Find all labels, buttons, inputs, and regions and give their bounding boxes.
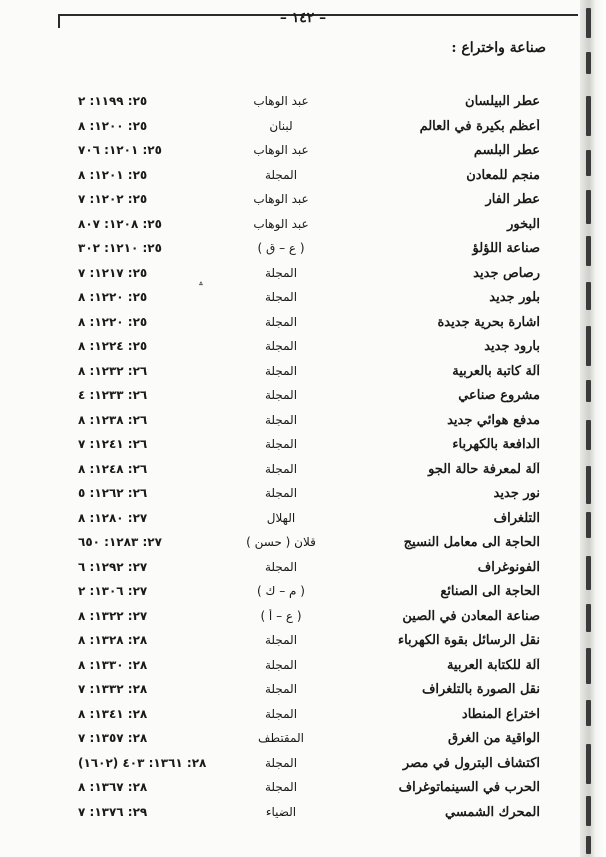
list-item (0, 707, 606, 732)
entry-reference: ٢٦: ١٢٣٨: ٨ (78, 412, 148, 427)
entry-title: الفونوغراف (477, 559, 540, 575)
entry-title: عطر البيلسان (465, 94, 540, 109)
entry-source: المجلة (264, 339, 298, 353)
entry-title: مدفع هوائي جديد (447, 412, 540, 428)
entries-list (0, 94, 606, 829)
list-item (0, 805, 606, 830)
entry-source: المجلة (264, 388, 298, 402)
entry-reference: ٢٥: ١٢١٠: ٣٠٢ (78, 241, 162, 255)
edge-mark (586, 648, 591, 684)
entry-source: المجلة (264, 657, 298, 672)
entry-reference: ٢٧: ١٢٨٣: ٦٥٠ (78, 535, 162, 549)
entry-reference: ٢٨: ١٣٤١: ٨ (78, 706, 148, 721)
entry-title: الحاجة الى الصنائع (440, 584, 540, 599)
list-item (0, 315, 606, 340)
entry-title: عطر الفار (485, 192, 540, 207)
edge-mark (586, 512, 591, 538)
entry-reference: ٢٦: ١٢٦٢: ٥ (78, 486, 148, 500)
entry-title: آلة كاتبة بالعربية (452, 363, 540, 379)
list-item (0, 119, 606, 144)
edge-mark (586, 190, 591, 224)
entry-source: المجلة (264, 167, 298, 182)
entry-title: اشارة بحرية جديدة (437, 314, 540, 330)
entry-title: نقل الرسائل بقوة الكهرباء (397, 633, 540, 648)
entry-source: الضياء (265, 804, 297, 819)
list-item (0, 192, 606, 217)
entry-title: بلور جديد (489, 290, 540, 305)
entry-source: المجلة (264, 755, 298, 770)
entry-title: نقل الصورة بالتلغراف (421, 682, 540, 697)
stray-mark: ؞ (198, 282, 204, 293)
entry-source: المجلة (264, 412, 298, 427)
list-item (0, 241, 606, 266)
entry-title: الحاجة الى معامل النسيج (403, 535, 540, 550)
entry-source: المجلة (264, 682, 298, 696)
entry-reference: ٢٨: ١٣٥٧: ٧ (78, 731, 148, 745)
entry-title: الدافعة بالكهرباء (452, 437, 540, 452)
entry-source: المجلة (264, 780, 298, 794)
list-item (0, 511, 606, 536)
entry-title: عطر البلسم (473, 143, 540, 158)
edge-mark (586, 420, 591, 450)
list-item (0, 364, 606, 389)
edge-mark (586, 466, 591, 504)
list-item (0, 584, 606, 609)
entry-source: عبد الوهاب (253, 94, 309, 108)
entry-reference: ٢٥: ١١٩٩: ٢ (78, 94, 148, 108)
edge-mark (586, 836, 591, 854)
entry-title: اختراع المنطاد (461, 706, 540, 722)
list-item (0, 143, 606, 168)
entry-title: رصاص جديد (473, 265, 540, 281)
entry-title: التلغراف (493, 510, 540, 526)
edge-mark (586, 796, 591, 826)
edge-mark (586, 604, 591, 632)
entry-title: اكتشاف البترول في مصر (402, 755, 540, 771)
entry-source: المجلة (264, 290, 298, 304)
edge-mark (586, 744, 591, 784)
list-item (0, 413, 606, 438)
edge-mark (586, 96, 591, 136)
entry-reference: ٢٨: ١٣٣٠: ٨ (78, 657, 148, 672)
edge-mark (586, 236, 591, 266)
entry-reference: (١٦٠٢) ٢٨: ١٣٦١: ٤٠٣ (78, 755, 207, 770)
edge-mark (586, 380, 591, 402)
list-item (0, 266, 606, 291)
list-item (0, 535, 606, 560)
list-item (0, 633, 606, 658)
entry-source: المجلة (264, 486, 298, 500)
entry-source: المقتطف (258, 731, 304, 745)
entry-title: الواقية من الغرق (447, 731, 540, 746)
entry-title: آلة لمعرفة حالة الجو (428, 461, 540, 477)
list-item (0, 437, 606, 462)
list-item (0, 462, 606, 487)
entry-title: آلة للكتابة العربية (446, 657, 540, 673)
entry-reference: ٢٥: ١٢٠١: ٧٠٦ (78, 143, 162, 157)
entry-source: المجلة (264, 265, 298, 280)
list-item (0, 339, 606, 364)
edge-mark (586, 52, 591, 74)
list-item (0, 682, 606, 707)
entry-reference: ٢٧: ١٣٢٢: ٨ (78, 608, 148, 623)
entry-title: البخور (507, 216, 540, 232)
entry-source: ( م – ك ) (257, 584, 305, 598)
entry-reference: ٢٥: ١٢٠١: ٨ (78, 167, 148, 182)
list-item (0, 217, 606, 242)
entry-source: ( ع – ق ) (257, 241, 305, 255)
list-item (0, 780, 606, 805)
list-item (0, 756, 606, 781)
entry-reference: ٢٥: ١٢٢٠: ٨ (78, 314, 148, 329)
entry-source: ( ع – أ ) (260, 608, 302, 623)
entry-title: نور جديد (493, 486, 540, 501)
entry-reference: ٢٩: ١٣٧٦: ٧ (78, 804, 148, 819)
entry-reference: ٢٧: ١٢٨٠: ٨ (78, 510, 148, 525)
entry-reference: ٢٧: ١٣٠٦: ٢ (78, 584, 148, 598)
list-item (0, 486, 606, 511)
page-number: – ١٤٢ – (279, 10, 327, 26)
entry-source: المجلة (264, 706, 298, 721)
edge-mark (586, 700, 591, 726)
entry-reference: ٢٦: ١٢٣٢: ٨ (78, 363, 148, 378)
entry-reference: ٢٥: ١٢١٧: ٧ (78, 265, 148, 280)
list-item (0, 609, 606, 634)
entry-source: المجلة (264, 633, 298, 647)
entry-title: بارود جديد (484, 339, 540, 354)
entry-reference: ٢٥: ١٢٠٢: ٧ (78, 192, 148, 206)
entry-source: المجلة (264, 559, 298, 574)
entry-source: عبد الوهاب (253, 216, 309, 231)
entry-source: الهلال (266, 510, 296, 525)
entry-source: المجلة (264, 314, 298, 329)
edge-mark (586, 326, 591, 366)
entry-reference: ٢٦: ١٢٤٨: ٨ (78, 461, 148, 476)
scan-edge (580, 0, 606, 857)
entry-source: قلان ( حسن ) (246, 535, 316, 549)
entry-reference: ٢٦: ١٢٣٣: ٤ (78, 388, 148, 402)
entry-title: المحرك الشمسي (444, 804, 540, 820)
list-item (0, 658, 606, 683)
entry-reference: ٢٨: ١٣٢٨: ٨ (78, 633, 148, 647)
entry-title: منجم للمعادن (466, 167, 540, 183)
edge-mark (586, 556, 591, 590)
entry-source: المجلة (264, 461, 298, 476)
scan-edge-marks (586, 0, 592, 857)
entry-source: المجلة (264, 363, 298, 378)
entry-title: صناعة المعادن في الصين (402, 608, 540, 624)
entry-title: مشروع صناعي (458, 388, 540, 403)
entry-title: صناعة اللؤلؤ (472, 241, 540, 256)
entry-reference: ٢٧: ١٢٩٢: ٦ (78, 559, 148, 574)
list-item (0, 168, 606, 193)
entry-source: عبد الوهاب (253, 192, 309, 206)
entry-reference: ٢٨: ١٣٦٧: ٨ (78, 780, 148, 794)
list-item (0, 731, 606, 756)
entry-reference: ٢٥: ١٢٠٨: ٨٠٧ (78, 216, 162, 231)
list-item (0, 388, 606, 413)
entry-reference: ٢٥: ١٢٠٠: ٨ (78, 118, 148, 133)
edge-mark (586, 282, 591, 310)
entry-source: لبنان (269, 118, 293, 133)
list-item (0, 94, 606, 119)
entry-source: المجلة (264, 437, 298, 451)
edge-mark (586, 8, 591, 38)
list-item (0, 290, 606, 315)
entry-reference: ٢٦: ١٢٤١: ٧ (78, 437, 148, 451)
entry-reference: ٢٨: ١٣٣٢: ٧ (78, 682, 148, 696)
section-title: صناعة واختراع : (451, 40, 546, 56)
list-item (0, 560, 606, 585)
entry-title: أعظم بكيرة في العالم (419, 118, 540, 134)
entry-source: عبد الوهاب (253, 143, 309, 157)
entry-title: الحرب في السينماتوغراف (398, 780, 540, 795)
entry-reference: ٢٥: ١٢٢٠: ٨ (78, 290, 148, 304)
edge-mark (586, 150, 591, 176)
entry-reference: ٢٥: ١٢٢٤: ٨ (78, 339, 148, 353)
